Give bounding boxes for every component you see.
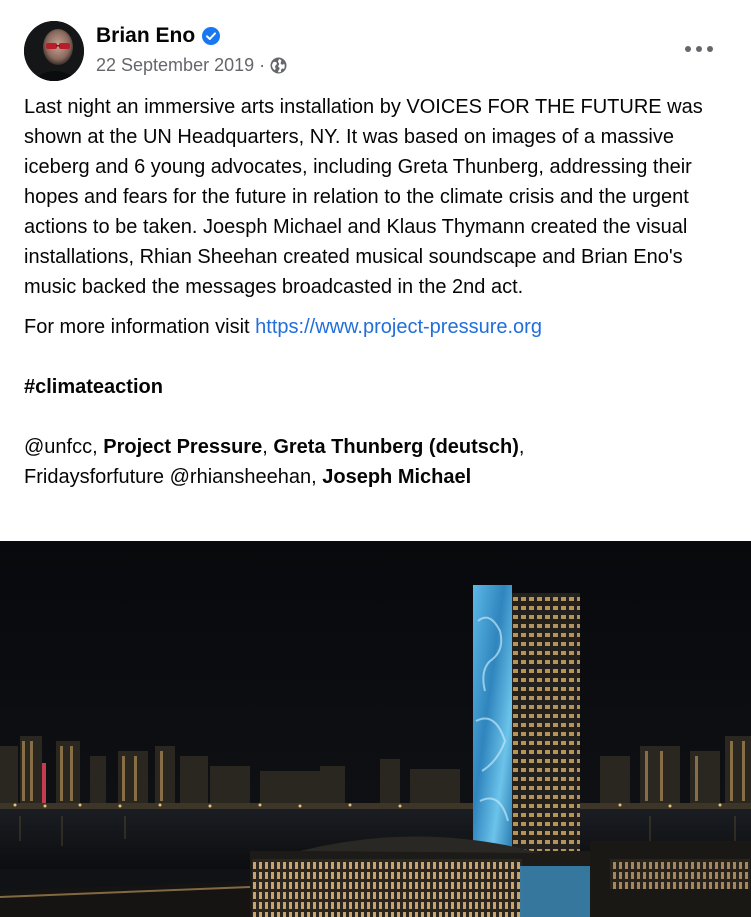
- post-text: [24, 92, 738, 492]
- mention-separator: ,: [262, 436, 274, 458]
- post-photo[interactable]: [0, 541, 751, 917]
- author-name[interactable]: Brian Eno: [96, 24, 196, 47]
- info-paragraph: [24, 312, 738, 342]
- more-options-icon: [684, 45, 714, 53]
- mention-separator: ,: [92, 436, 104, 458]
- info-prefix: For more information visit: [24, 316, 256, 338]
- mentions-paragraph: [24, 432, 738, 492]
- mention-unfcc[interactable]: @unfcc: [24, 436, 93, 458]
- post-header: [0, 0, 751, 90]
- post-date[interactable]: 22 September 2019: [96, 54, 255, 75]
- mention-separator: ,: [518, 436, 525, 458]
- verified-badge-icon: [202, 27, 220, 45]
- avatar-portrait-icon: [24, 21, 84, 81]
- more-options-button[interactable]: [678, 28, 720, 70]
- globe-icon[interactable]: [270, 57, 287, 74]
- mention-greta-thunberg[interactable]: Greta Thunberg (deutsch): [273, 436, 519, 458]
- author-avatar[interactable]: [24, 21, 84, 81]
- meta-separator: ·: [259, 54, 266, 75]
- mention-joseph-michael[interactable]: Joseph Michael: [322, 466, 472, 488]
- mention-separator: ,: [311, 466, 323, 488]
- mention-fridaysforfuture[interactable]: Fridaysforfuture @rhiansheehan: [24, 466, 312, 488]
- author-row: [96, 22, 220, 50]
- project-pressure-link[interactable]: https://www.project-pressure.org: [255, 316, 542, 338]
- hashtag-link[interactable]: #climateaction: [24, 376, 163, 398]
- post-meta: [96, 54, 287, 76]
- un-headquarters-night-photo: [0, 541, 751, 917]
- mention-project-pressure[interactable]: Project Pressure: [103, 436, 263, 458]
- post-body-paragraph: Last night an immersive arts installation by VOICES FOR THE FUTURE was shown at the UN Headquarters, NY. It was based on images of a massive iceberg and 6 young advocates, including Greta Thunberg, addressing their hopes and fears for the future in relation to the climate crisis and the urgent actions to be taken. Joesph Michael and Klaus Thymann created the visual installations, Rhian Sheehan created musical soundscape and Brian Eno's music backed the messages broadcasted in the 2nd act.: [24, 96, 703, 298]
